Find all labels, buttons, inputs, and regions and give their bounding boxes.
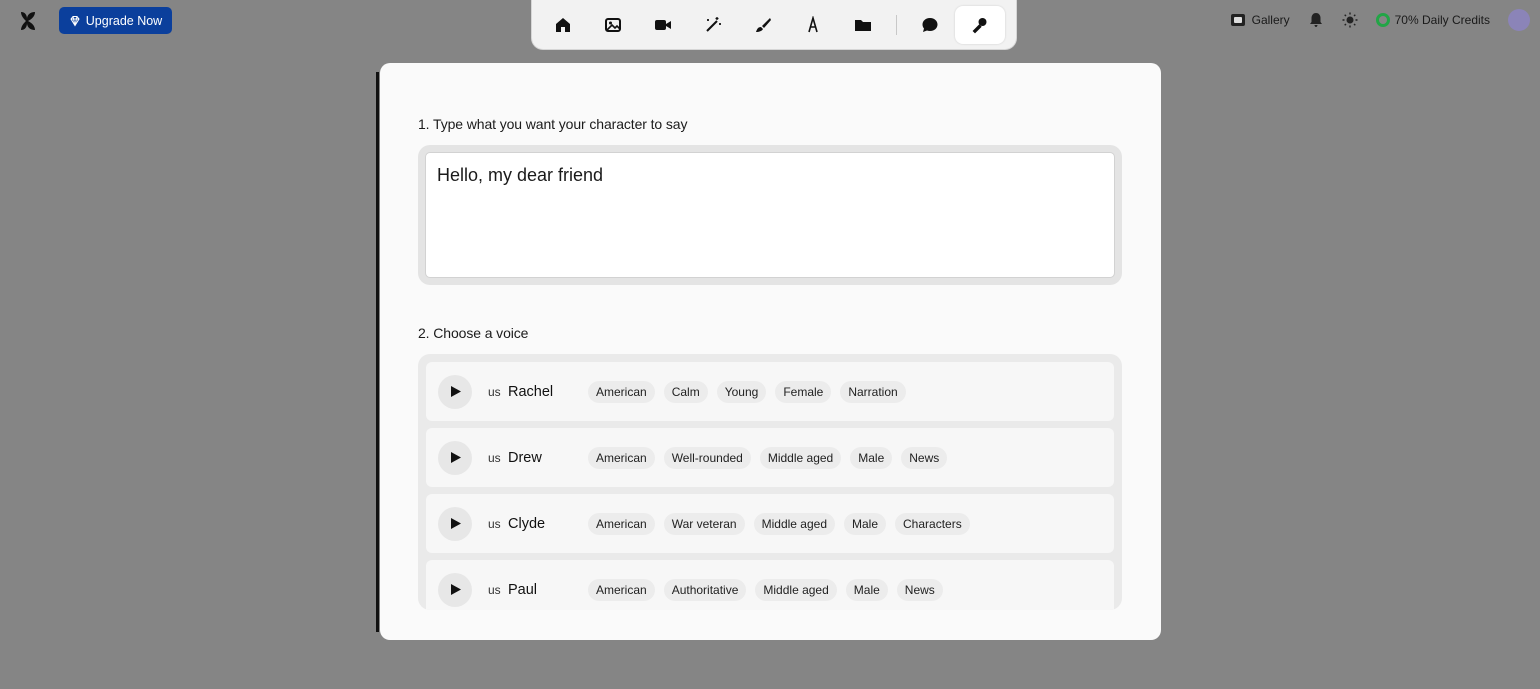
text-icon bbox=[804, 16, 822, 34]
voice-modal bbox=[380, 63, 1161, 640]
play-button[interactable] bbox=[438, 441, 472, 475]
upgrade-now-button[interactable] bbox=[59, 7, 172, 34]
voice-flag: us bbox=[488, 384, 501, 399]
voice-tag: Male bbox=[850, 447, 892, 469]
voice-row-paul[interactable] bbox=[426, 560, 1114, 610]
tool-text[interactable] bbox=[788, 6, 838, 44]
voice-flag: us bbox=[488, 516, 501, 531]
voice-tag: American bbox=[588, 447, 655, 469]
upgrade-now-label: Upgrade Now bbox=[85, 13, 163, 28]
diamond-icon bbox=[69, 15, 81, 27]
voice-name: Clyde bbox=[508, 515, 546, 532]
voice-flag: us bbox=[488, 450, 501, 465]
play-icon bbox=[449, 385, 462, 398]
tool-image[interactable] bbox=[588, 6, 638, 44]
voice-tag: News bbox=[897, 579, 943, 601]
voice-tags bbox=[588, 513, 970, 535]
voice-list bbox=[418, 354, 1122, 610]
voice-row-clyde[interactable] bbox=[426, 494, 1114, 553]
microphone-icon bbox=[971, 16, 989, 34]
tool-assets[interactable] bbox=[838, 6, 888, 44]
logo-icon bbox=[18, 10, 38, 32]
voice-tag: Well-rounded bbox=[664, 447, 751, 469]
voice-tag: Calm bbox=[664, 381, 708, 403]
tool-edit[interactable] bbox=[738, 6, 788, 44]
modal-edge bbox=[376, 72, 379, 632]
voice-tag: News bbox=[901, 447, 947, 469]
avatar[interactable] bbox=[1508, 9, 1530, 31]
speech-text-container bbox=[418, 145, 1122, 285]
toolbar-divider bbox=[896, 15, 897, 35]
voice-tag: Middle aged bbox=[754, 513, 835, 535]
voice-tag: Characters bbox=[895, 513, 970, 535]
tool-switcher bbox=[531, 0, 1017, 50]
voice-tag: Authoritative bbox=[664, 579, 747, 601]
home-icon bbox=[554, 16, 572, 34]
tool-chat[interactable] bbox=[905, 6, 955, 44]
voice-name: Paul bbox=[508, 581, 538, 598]
daily-credits[interactable] bbox=[1376, 13, 1490, 27]
speech-text-input[interactable] bbox=[425, 152, 1115, 278]
gallery-icon bbox=[1230, 12, 1246, 28]
voice-tag: American bbox=[588, 513, 655, 535]
play-button[interactable] bbox=[438, 507, 472, 541]
play-icon bbox=[449, 583, 462, 596]
gallery-link[interactable] bbox=[1230, 12, 1290, 28]
tool-enhance[interactable] bbox=[688, 6, 738, 44]
voice-tags bbox=[588, 381, 906, 403]
tool-video[interactable] bbox=[638, 6, 688, 44]
folder-icon bbox=[854, 16, 872, 34]
voice-tag: American bbox=[588, 579, 655, 601]
voice-row-drew[interactable] bbox=[426, 428, 1114, 487]
voice-tags bbox=[588, 447, 947, 469]
voice-tag: Middle aged bbox=[760, 447, 841, 469]
play-button[interactable] bbox=[438, 573, 472, 607]
play-icon bbox=[449, 451, 462, 464]
voice-tag: Middle aged bbox=[755, 579, 836, 601]
voice-tag: Male bbox=[844, 513, 886, 535]
bell-icon[interactable] bbox=[1308, 12, 1324, 28]
play-icon bbox=[449, 517, 462, 530]
krea-logo[interactable] bbox=[18, 10, 38, 32]
play-button[interactable] bbox=[438, 375, 472, 409]
video-icon bbox=[654, 16, 672, 34]
sun-icon[interactable] bbox=[1342, 12, 1358, 28]
step2-label: 2. Choose a voice bbox=[418, 325, 529, 341]
gallery-label: Gallery bbox=[1251, 13, 1290, 27]
voice-flag: us bbox=[488, 582, 501, 597]
voice-tag: Young bbox=[717, 381, 767, 403]
voice-tag: War veteran bbox=[664, 513, 745, 535]
voice-tag: Female bbox=[775, 381, 831, 403]
voice-tags bbox=[588, 579, 943, 601]
credits-ring-icon bbox=[1376, 13, 1390, 27]
voice-name: Rachel bbox=[508, 383, 554, 400]
tool-voice[interactable] bbox=[955, 6, 1005, 44]
magic-wand-icon bbox=[704, 16, 722, 34]
voice-tag: Male bbox=[846, 579, 888, 601]
voice-name: Drew bbox=[508, 449, 542, 466]
voice-tag: Narration bbox=[840, 381, 905, 403]
credits-label: 70% Daily Credits bbox=[1394, 13, 1490, 27]
voice-row-rachel[interactable] bbox=[426, 362, 1114, 421]
step1-label: 1. Type what you want your character to say bbox=[418, 116, 688, 132]
header-right bbox=[1230, 8, 1530, 32]
voice-tag: American bbox=[588, 381, 655, 403]
tool-home[interactable] bbox=[538, 6, 588, 44]
brush-icon bbox=[754, 16, 772, 34]
chat-icon bbox=[921, 16, 939, 34]
image-icon bbox=[604, 16, 622, 34]
